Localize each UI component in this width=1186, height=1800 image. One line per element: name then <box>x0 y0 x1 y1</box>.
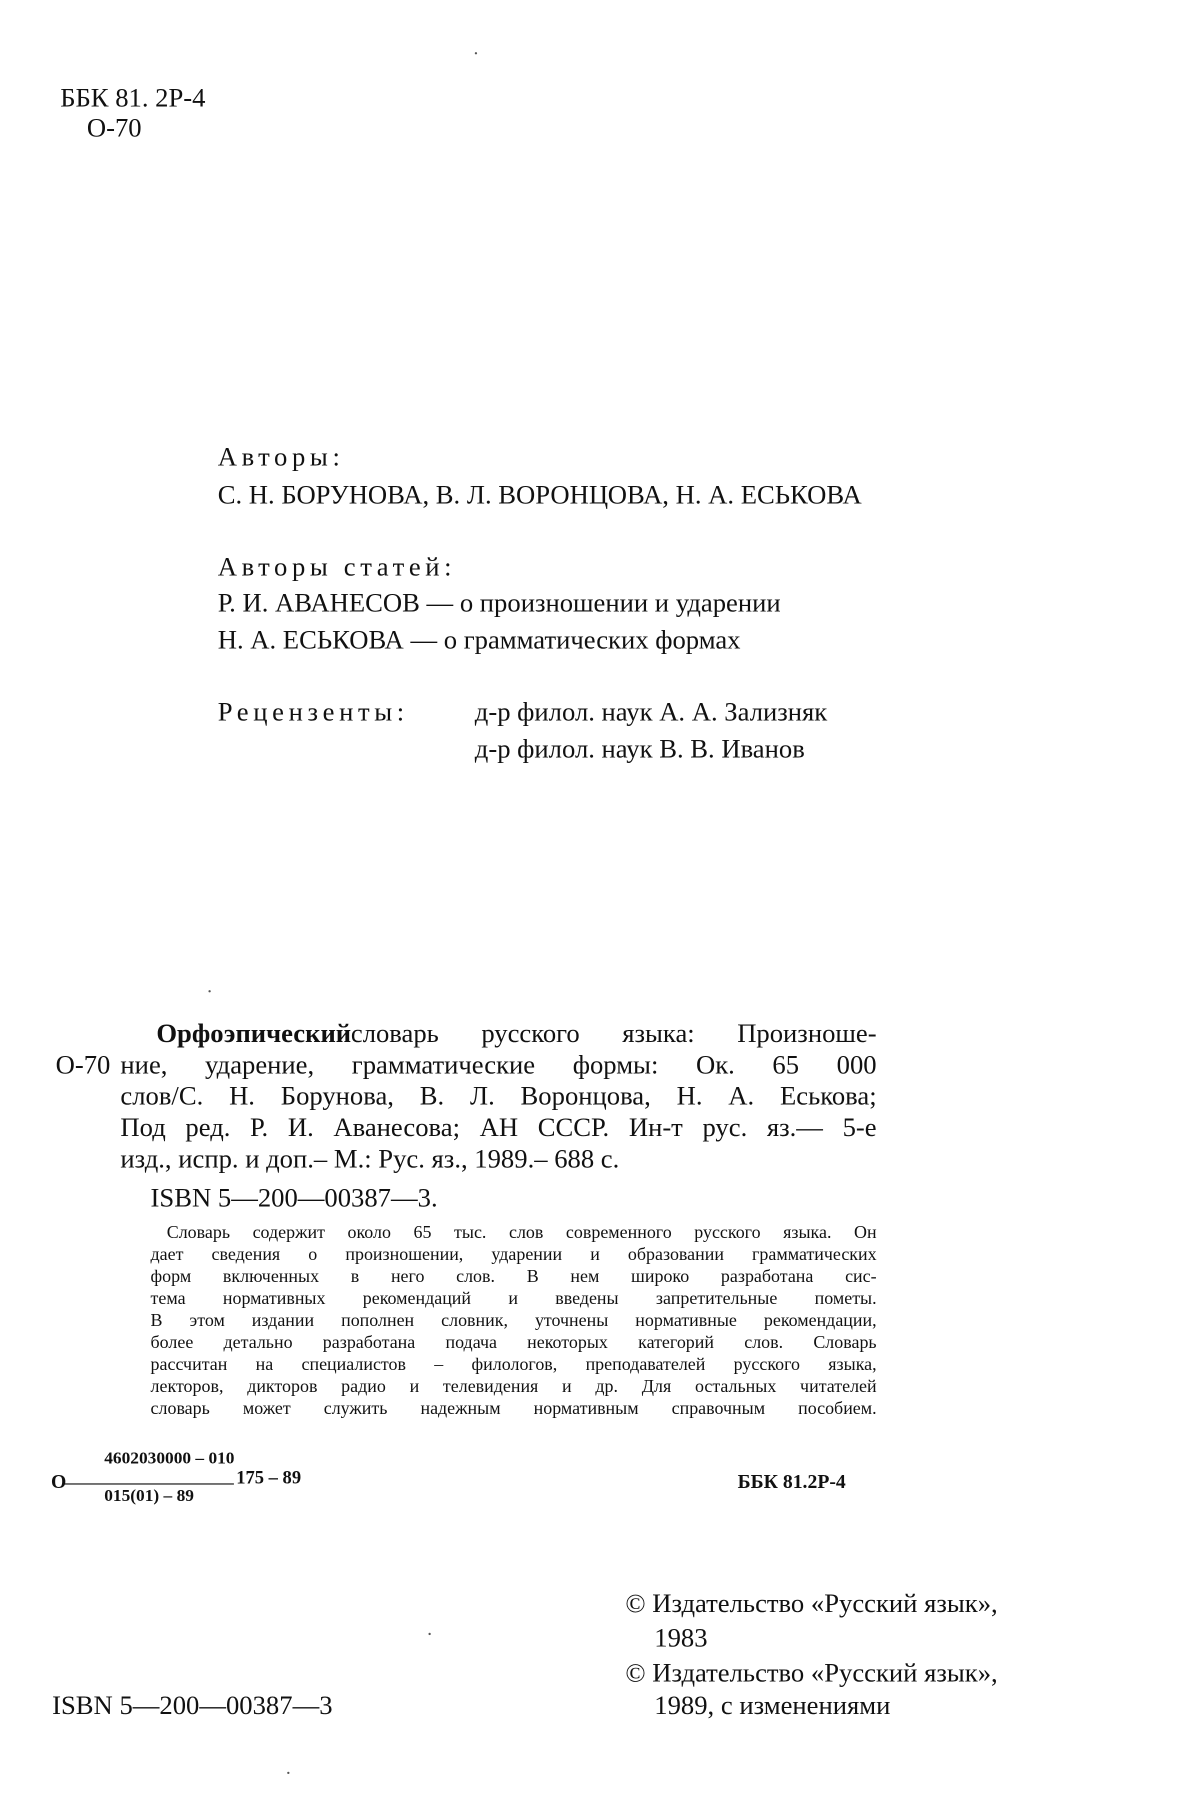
copyright-line: 1989, с изменениями <box>654 1690 891 1720</box>
abstract-line: рассчитан на специалистов – филологов, преподавателей русского языка, <box>150 1354 877 1375</box>
speck <box>287 1772 289 1774</box>
record-line: ние, ударение, грамматические формы: Ок. 65 000 <box>120 1050 877 1080</box>
article-author-line: Н. А. ЕСЬКОВА — о грамматических формах <box>217 625 741 655</box>
bbk-code: ББК 81. 2Р-4 <box>60 83 206 113</box>
abstract-line: В этом издании пополнен словник, уточнены нормативные рекомендации, <box>150 1310 877 1331</box>
abstract-line: более детально разработана подача некоторых категорий слов. Словарь <box>150 1332 877 1353</box>
abstract-line: дает сведения о произношении, ударении и образовании грамматических <box>150 1244 877 1265</box>
record-line: изд., испр. и доп.– М.: Рус. яз., 1989.– 688 с. <box>120 1144 620 1174</box>
authors-names: С. Н. БОРУНОВА, В. Л. ВОРОНЦОВА, Н. А. ЕСЬКОВА <box>217 480 862 510</box>
record-line: словарь русского языка: Произноше- <box>350 1019 877 1048</box>
record-line: Под ред. Р. И. Аванесова; АН СССР. Ин-т рус. яз.— 5-е <box>120 1112 877 1142</box>
record-title-bold: Орфоэпический <box>156 1019 352 1048</box>
abstract-line: лекторов, дикторов радио и телевидения и др. Для остальных читателей <box>150 1376 877 1397</box>
speck <box>475 52 477 54</box>
record-isbn: ISBN 5—200—00387—3. <box>150 1183 438 1213</box>
speck <box>428 1633 430 1635</box>
copyright-line: © Издательство «Русский язык», <box>625 1588 998 1618</box>
fraction-line <box>65 1483 234 1484</box>
index-numerator: 4602030000 – 010 <box>104 1449 235 1469</box>
reviewer-line: д-р филол. наук В. В. Иванов <box>474 734 805 764</box>
reviewers-label: Рецензенты: <box>217 697 409 727</box>
index-denominator: 015(01) – 89 <box>104 1486 194 1506</box>
index-prefix: О <box>50 1470 67 1493</box>
abstract-line: форм включенных в него слов. В нем широко разработана сис- <box>150 1266 877 1287</box>
record-line: слов/С. Н. Борунова, В. Л. Воронцова, Н. А. Еськова; <box>120 1081 877 1111</box>
abstract-line: словарь может служить надежным нормативным справочным пособием. <box>150 1398 877 1419</box>
isbn-footer: ISBN 5—200—00387—3 <box>52 1690 333 1720</box>
speck <box>208 990 210 992</box>
abstract-line: Словарь содержит около 65 тыс. слов современного русского языка. Он <box>166 1222 877 1243</box>
author-mark: О-70 <box>86 113 142 143</box>
reviewer-line: д-р филол. наук А. А. Зализняк <box>474 697 828 727</box>
authors-label: Авторы: <box>217 442 345 472</box>
record-author-mark: О-70 <box>55 1050 111 1080</box>
copyright-line: © Издательство «Русский язык», <box>625 1658 998 1688</box>
bbk-footer: ББК 81.2Р-4 <box>737 1470 846 1493</box>
article-authors-label: Авторы статей: <box>217 552 457 582</box>
copyright-line: 1983 <box>654 1623 708 1653</box>
abstract-line: тема нормативных рекомендаций и введены запретительные пометы. <box>150 1288 877 1309</box>
index-suffix: 175 – 89 <box>236 1468 302 1489</box>
article-author-line: Р. И. АВАНЕСОВ — о произношении и ударении <box>217 588 781 618</box>
